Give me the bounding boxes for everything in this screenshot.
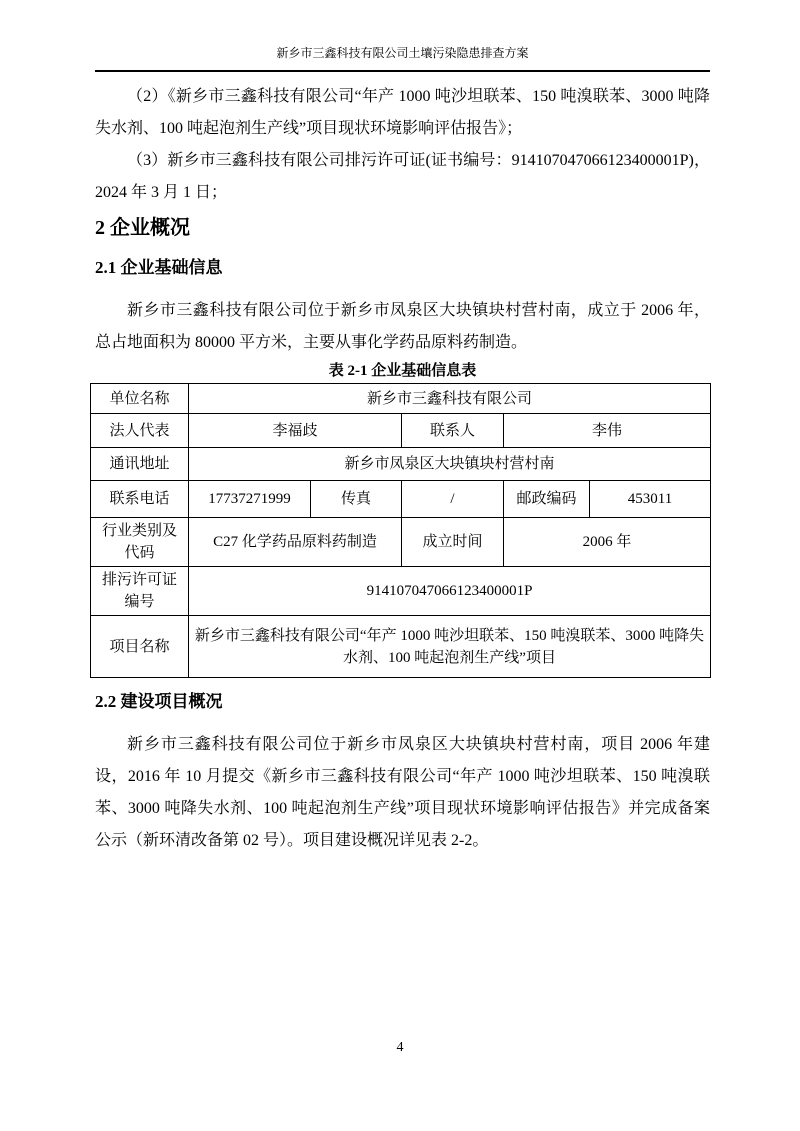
table-row-phone: [91, 481, 711, 518]
table-label-cell: 通讯地址: [91, 448, 189, 481]
table-label-cell: 邮政编码: [504, 481, 590, 518]
section-heading-2-1: 2.1 企业基础信息: [95, 258, 223, 277]
table-row-industry: [91, 518, 711, 567]
project-overview-paragraph: 新乡市三鑫科技有限公司位于新乡市凤泉区大块镇块村营村南，项目 2006 年建设，2016 年 10 月提交《新乡市三鑫科技有限公司“年产 1000 吨沙坦联苯、150 吨溴联苯、3000 吨降失水剂、100 吨起泡剂生产线”项目现状环境影响评估报告》并完成备案公示（新环清改备第 02 号）。项目建设概况详见表 2-2。: [95, 736, 710, 849]
table-label-cell: 单位名称: [91, 384, 189, 414]
table-value-cell: 新乡市三鑫科技有限公司“年产 1000 吨沙坦联苯、150 吨溴联苯、3000 吨降失水剂、100 吨起泡剂生产线”项目: [189, 616, 711, 678]
table-row-project-name: [91, 616, 711, 678]
table-label-cell: 项目名称: [91, 616, 189, 678]
table-label-cell: 联系人: [402, 414, 504, 448]
page-number: 4: [396, 1040, 404, 1055]
reference-item-3: （3）新乡市三鑫科技有限公司排污许可证(证书编号：914107047066123400001P)，2024 年 3 月 1 日；: [95, 152, 710, 201]
table-value-cell: 17737271999: [189, 481, 311, 518]
company-info-table: [90, 383, 711, 678]
table-value-cell: 453011: [590, 481, 711, 518]
table-value-cell: 2006 年: [504, 518, 711, 567]
header-title: 新乡市三鑫科技有限公司土壤污染隐患排查方案: [276, 46, 529, 60]
table-value-cell: 914107047066123400001P: [189, 567, 711, 616]
table-value-cell: 李伟: [504, 414, 711, 448]
page-header: [95, 46, 710, 72]
table-value-cell: 新乡市三鑫科技有限公司: [189, 384, 711, 414]
table-label-cell: 成立时间: [402, 518, 504, 567]
table-row-unit-name: [91, 384, 711, 414]
table-row-permit-number: [91, 567, 711, 616]
table-label-cell: 法人代表: [91, 414, 189, 448]
table-caption: 表 2-1 企业基础信息表: [328, 363, 477, 379]
table-value-cell: /: [402, 481, 504, 518]
table-value-cell: 新乡市凤泉区大块镇块村营村南: [189, 448, 711, 481]
section-heading-2-2: 2.2 建设项目概况: [95, 692, 223, 711]
table-row-legal-rep: [91, 414, 711, 448]
table-label-cell: 行业类别及代码: [91, 518, 189, 567]
table-label-cell: 联系电话: [91, 481, 189, 518]
section-heading-2: 2 企业概况: [95, 217, 190, 239]
table-value-cell: 李福歧: [189, 414, 402, 448]
table-label-cell: 排污许可证编号: [91, 567, 189, 616]
table-row-address: [91, 448, 711, 481]
table-label-cell: 传真: [311, 481, 402, 518]
table-value-cell: C27 化学药品原料药制造: [189, 518, 402, 567]
reference-item-2: （2）《新乡市三鑫科技有限公司“年产 1000 吨沙坦联苯、150 吨溴联苯、3000 吨降失水剂、100 吨起泡剂生产线”项目现状环境影响评估报告》；: [95, 88, 710, 137]
company-basic-info-paragraph: 新乡市三鑫科技有限公司位于新乡市凤泉区大块镇块村营村南，成立于 2006 年，总占地面积为 80000 平方米，主要从事化学药品原料药制造。: [95, 302, 710, 351]
